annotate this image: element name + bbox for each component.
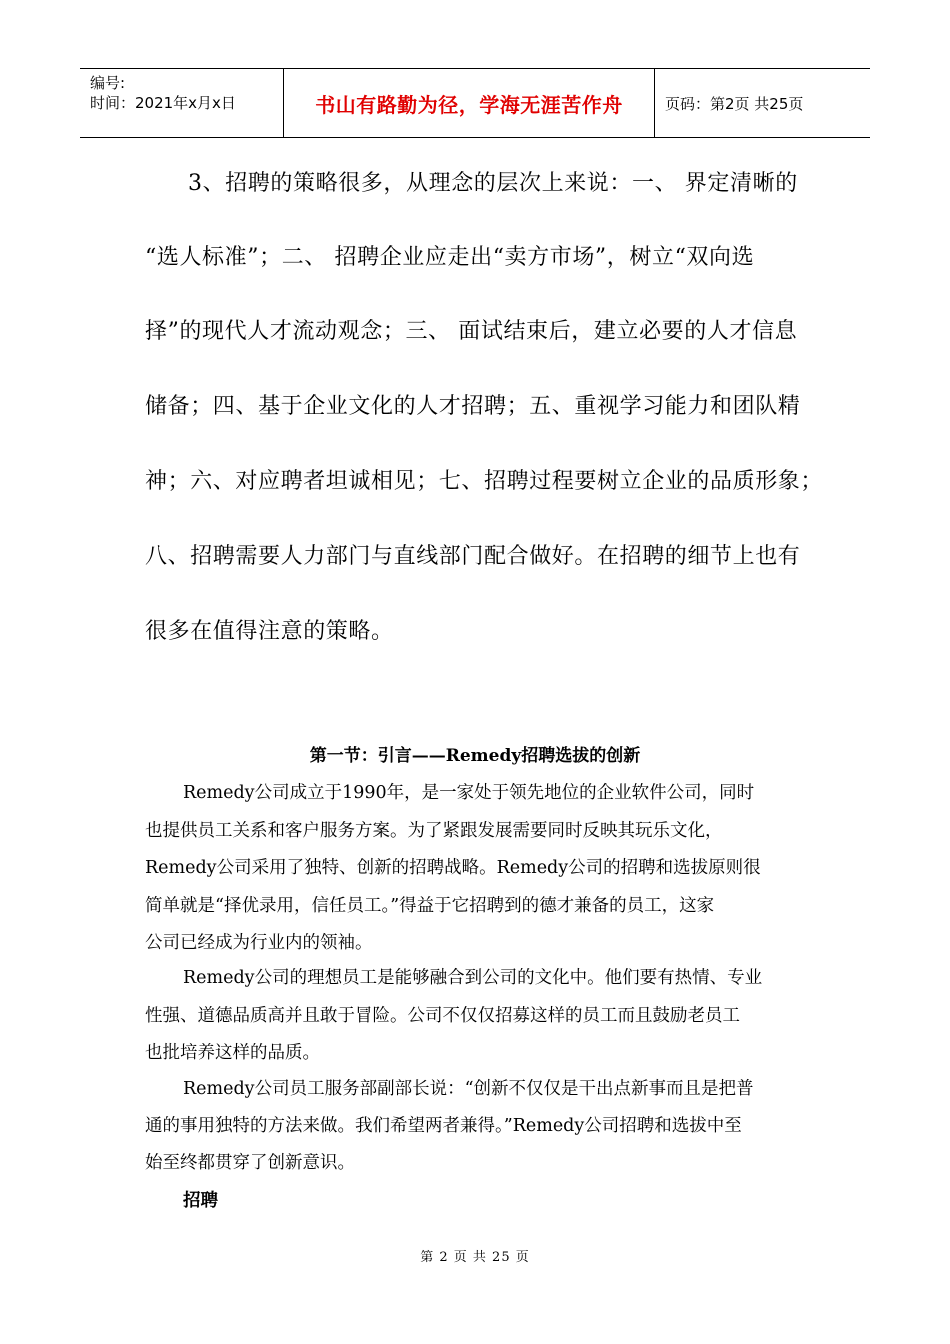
body-line: Remedy公司采用了独特、创新的招聘战略。Remedy公司的招聘和选拔原则很 (145, 858, 761, 878)
body-line: 始至终都贯穿了创新意识。 (145, 1153, 355, 1173)
paragraph-line: “选人标准”；二、 招聘企业应走出“卖方市场”，树立“双向选 (145, 245, 755, 270)
header-motto-cell (283, 69, 655, 137)
paragraph-line: 神；六、对应聘者坦诚相见；七、招聘过程要树立企业的品质形象； (145, 469, 824, 494)
body-line: 公司已经成为行业内的领袖。 (145, 933, 373, 953)
paragraph-line: 很多在值得注意的策略。 (145, 619, 394, 644)
body-line: 也提供员工关系和客户服务方案。为了紧跟发展需要同时反映其玩乐文化， (145, 821, 723, 841)
paragraph-line: 储备；四、基于企业文化的人才招聘；五、重视学习能力和团队精 (145, 394, 801, 419)
paragraph-line: 八、招聘需要人力部门与直线部门配合做好。在招聘的细节上也有 (145, 544, 801, 569)
serial-label: 编号: (90, 74, 126, 92)
page-header (80, 68, 870, 138)
body-line: Remedy公司的理想员工是能够融合到公司的文化中。他们要有热情、专业 (183, 968, 763, 988)
subheading: 招聘 (183, 1191, 218, 1211)
paragraph-line: 择”的现代人才流动观念；三、 面试结束后，建立必要的人才信息 (145, 319, 798, 344)
page-footer: 第 2 页 共 25 页 (420, 1250, 530, 1265)
paragraph-line: 3、招聘的策略很多，从理念的层次上来说：一、 界定清晰的 (188, 171, 798, 196)
body-line: Remedy公司成立于1990年，是一家处于领先地位的企业软件公司，同时 (183, 783, 755, 803)
body-line: 性强、道德品质高并且敢于冒险。公司不仅仅招募这样的员工而且鼓励老员工 (145, 1006, 740, 1026)
time-label: 时间：2021年x月x日 (90, 94, 236, 112)
motto: 书山有路勤为径，学海无涯苦作舟 (315, 92, 623, 117)
body-line: 简单就是“择优录用，信任员工。”得益于它招聘到的德才兼备的员工，这家 (145, 896, 715, 916)
body-line: Remedy公司员工服务部副部长说：“创新不仅仅是干出点新事而且是把普 (183, 1079, 754, 1099)
body-line: 也批培养这样的品质。 (145, 1043, 320, 1063)
body-line: 通的事用独特的方法来做。我们希望两者兼得。”Remedy公司招聘和选拔中至 (145, 1116, 742, 1136)
section-title: 第一节：引言——Remedy招聘选拔的创新 (309, 746, 641, 766)
header-page-info (655, 69, 870, 137)
header-meta (80, 69, 283, 137)
page-info: 页码：第2页 共25页 (665, 94, 804, 113)
